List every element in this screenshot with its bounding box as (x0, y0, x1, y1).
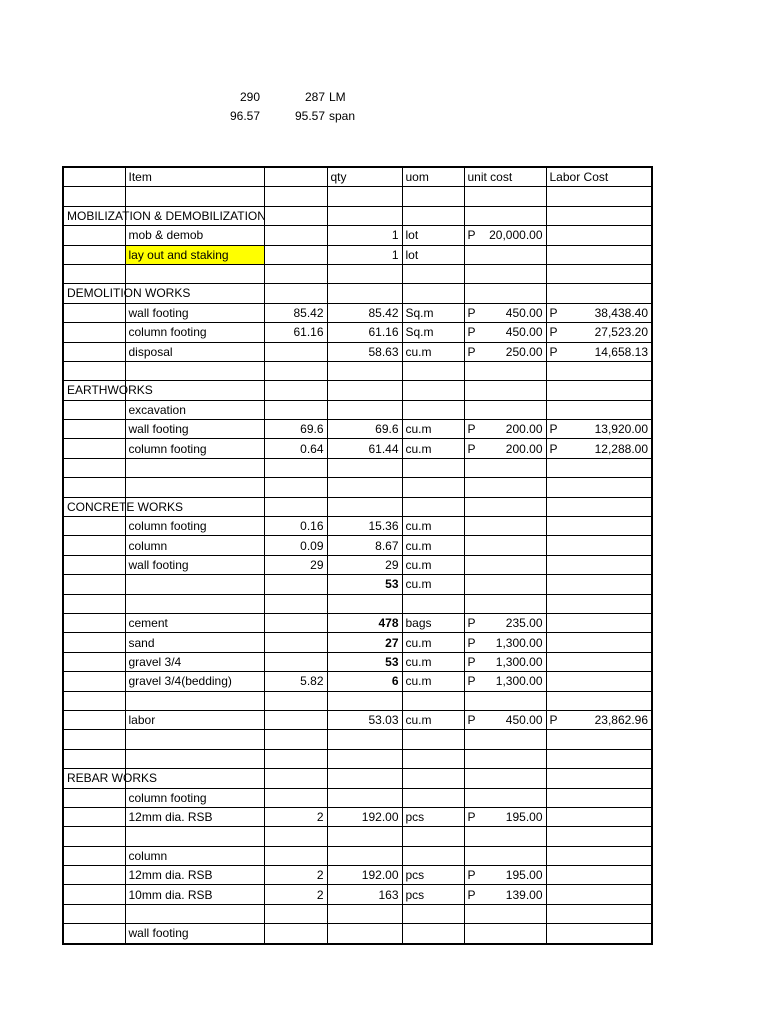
labor-cost: 23,862.96 (594, 713, 648, 728)
peso-sign: P (467, 305, 476, 320)
item-name: column footing (125, 517, 264, 536)
peso-sign: P (549, 325, 558, 340)
table-row (63, 924, 652, 944)
summary-value-a: 290 (239, 90, 260, 104)
uom: cu.m (402, 652, 464, 671)
table-row (63, 866, 652, 885)
blank-row (63, 361, 652, 380)
labor-cost: 27,523.20 (594, 325, 648, 340)
qty: 8.67 (327, 536, 402, 555)
header-labor-cost: Labor Cost (546, 167, 652, 187)
table-row (63, 652, 652, 671)
uom: Sq.m (402, 323, 464, 342)
item-name: 12mm dia. RSB (125, 866, 264, 885)
uom: cu.m (402, 633, 464, 652)
unit-cost: 250.00 (505, 344, 543, 359)
item-name: cement (125, 613, 264, 632)
header-uom: uom (402, 167, 464, 187)
qty: 69.6 (327, 420, 402, 439)
blank-row (63, 691, 652, 710)
uom: cu.m (402, 575, 464, 594)
qty: 61.44 (327, 439, 402, 458)
pre-qty: 69.6 (264, 420, 327, 439)
table-row (63, 303, 652, 322)
item-name: column footing (125, 323, 264, 342)
qty: 29 (327, 555, 402, 574)
qty: 53.03 (327, 710, 402, 729)
uom: cu.m (402, 439, 464, 458)
section-row (63, 769, 652, 788)
table-row (63, 226, 652, 245)
item-name: wall footing (125, 420, 264, 439)
peso-sign: P (549, 344, 558, 359)
peso-sign: P (467, 674, 476, 689)
unit-cost: 1,300.00 (495, 635, 543, 650)
unit-cost: 235.00 (505, 616, 543, 631)
peso-sign: P (467, 441, 476, 456)
item-name: 10mm dia. RSB (125, 885, 264, 904)
header-unit-cost: unit cost (464, 167, 546, 187)
qty: 27 (327, 633, 402, 652)
qty: 1 (327, 245, 402, 264)
uom: cu.m (402, 536, 464, 555)
qty: 163 (327, 885, 402, 904)
blank-row (63, 594, 652, 613)
section-title: EARTHWORKS (67, 383, 153, 398)
uom: cu.m (402, 555, 464, 574)
summary-row-1 (0, 88, 768, 106)
uom: Sq.m (402, 303, 464, 322)
peso-sign: P (467, 344, 476, 359)
blank-row (63, 827, 652, 846)
table-row (63, 555, 652, 574)
peso-sign: P (467, 810, 476, 825)
unit-cost: 1,300.00 (495, 654, 543, 669)
item-name: labor (125, 710, 264, 729)
item-name: wall footing (125, 303, 264, 322)
section-row (63, 497, 652, 516)
labor-cost: 12,288.00 (594, 441, 648, 456)
uom: pcs (402, 885, 464, 904)
item-name: gravel 3/4(bedding) (125, 672, 264, 691)
table-row (63, 710, 652, 729)
pre-qty: 0.16 (264, 517, 327, 536)
table-row (63, 323, 652, 342)
uom: cu.m (402, 672, 464, 691)
unit-cost: 139.00 (505, 887, 543, 902)
qty-total: 53 (327, 575, 402, 594)
unit-cost: 200.00 (505, 422, 543, 437)
uom: bags (402, 613, 464, 632)
item-name-highlighted: lay out and staking (125, 245, 264, 264)
peso-sign: P (467, 228, 476, 243)
section-row (63, 381, 652, 400)
peso-sign: P (467, 713, 476, 728)
item-name: sand (125, 633, 264, 652)
blank-row (63, 187, 652, 206)
unit-cost: 450.00 (505, 713, 543, 728)
unit-cost: 195.00 (505, 868, 543, 883)
uom: lot (402, 226, 464, 245)
unit-cost: 20,000.00 (489, 228, 543, 243)
item-name: 12mm dia. RSB (125, 807, 264, 826)
section-title: CONCRETE WORKS (67, 499, 184, 514)
qty: 478 (327, 613, 402, 632)
pre-qty: 2 (264, 885, 327, 904)
section-title: DEMOLITION WORKS (67, 286, 191, 301)
item-name: mob & demob (125, 226, 264, 245)
item-name: wall footing (125, 555, 264, 574)
uom: cu.m (402, 342, 464, 361)
labor-cost: 13,920.00 (594, 422, 648, 437)
table-row (63, 245, 652, 264)
cost-estimate-table (62, 166, 653, 945)
table-row (63, 672, 652, 691)
item-name: column footing (125, 439, 264, 458)
table-row (63, 342, 652, 361)
pre-qty: 2 (264, 807, 327, 826)
unit-cost: 450.00 (505, 325, 543, 340)
pre-qty: 29 (264, 555, 327, 574)
qty: 1 (327, 226, 402, 245)
table-row (63, 846, 652, 865)
table-row (63, 439, 652, 458)
summary-value-b: 95.57 (294, 109, 325, 123)
header-qty: qty (327, 167, 402, 187)
peso-sign: P (549, 713, 558, 728)
table-row (63, 885, 652, 904)
summary-row-2 (0, 107, 768, 125)
summary-unit: span (329, 109, 356, 123)
uom: cu.m (402, 420, 464, 439)
summary-value-b: 287 (304, 90, 325, 104)
uom: lot (402, 245, 464, 264)
unit-cost: 195.00 (505, 810, 543, 825)
item-name: gravel 3/4 (125, 652, 264, 671)
summary-value-a: 96.57 (229, 109, 260, 123)
pre-qty: 0.09 (264, 536, 327, 555)
sub-heading: excavation (125, 400, 264, 419)
uom: pcs (402, 866, 464, 885)
pre-qty: 0.64 (264, 439, 327, 458)
peso-sign: P (549, 441, 558, 456)
blank-row (63, 478, 652, 497)
peso-sign: P (549, 422, 558, 437)
table-row (63, 633, 652, 652)
unit-cost: 450.00 (505, 305, 543, 320)
table-row (63, 613, 652, 632)
unit-cost: 1,300.00 (495, 674, 543, 689)
section-row (63, 206, 652, 225)
blank-row (63, 904, 652, 923)
summary-unit: LM (329, 90, 346, 104)
peso-sign: P (467, 325, 476, 340)
blank-row (63, 730, 652, 749)
uom: cu.m (402, 517, 464, 536)
labor-cost: 38,438.40 (594, 305, 648, 320)
unit-cost: 200.00 (505, 441, 543, 456)
qty: 15.36 (327, 517, 402, 536)
qty: 85.42 (327, 303, 402, 322)
qty: 192.00 (327, 866, 402, 885)
section-title: MOBILIZATION & DEMOBILIZATION (67, 208, 266, 223)
item-name: column (125, 536, 264, 555)
blank-row (63, 458, 652, 477)
peso-sign: P (467, 635, 476, 650)
peso-sign: P (467, 422, 476, 437)
table-row (63, 400, 652, 419)
peso-sign: P (467, 654, 476, 669)
blank-row (63, 749, 652, 768)
header-row (63, 167, 652, 187)
sub-heading: column (125, 846, 264, 865)
qty: 192.00 (327, 807, 402, 826)
sub-heading: column footing (125, 788, 264, 807)
peso-sign: P (467, 887, 476, 902)
table-row (63, 536, 652, 555)
peso-sign: P (467, 868, 476, 883)
section-row (63, 284, 652, 303)
qty: 53 (327, 652, 402, 671)
table-row (63, 420, 652, 439)
sub-heading: wall footing (125, 924, 264, 944)
pre-qty: 61.16 (264, 323, 327, 342)
labor-cost: 14,658.13 (594, 344, 648, 359)
uom: pcs (402, 807, 464, 826)
table-row (63, 807, 652, 826)
table-row-total (63, 575, 652, 594)
qty: 6 (327, 672, 402, 691)
peso-sign: P (549, 305, 558, 320)
qty: 58.63 (327, 342, 402, 361)
pre-qty: 2 (264, 866, 327, 885)
peso-sign: P (467, 616, 476, 631)
table-row (63, 517, 652, 536)
blank-row (63, 264, 652, 283)
section-title: REBAR WORKS (67, 771, 158, 786)
table-row (63, 788, 652, 807)
pre-qty: 85.42 (264, 303, 327, 322)
item-name: disposal (125, 342, 264, 361)
qty: 61.16 (327, 323, 402, 342)
pre-qty: 5.82 (264, 672, 327, 691)
header-item: Item (125, 167, 264, 187)
uom: cu.m (402, 710, 464, 729)
